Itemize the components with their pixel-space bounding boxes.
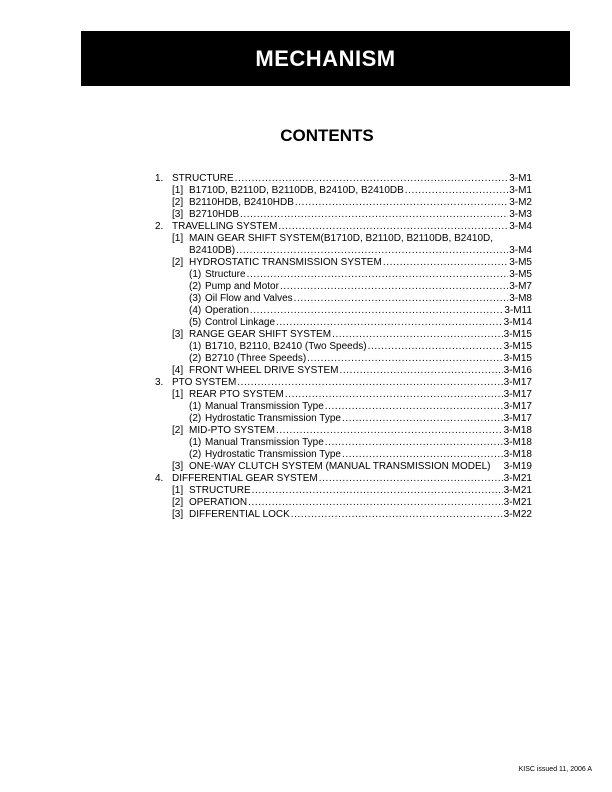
toc-entry-title: Manual Transmission Type (205, 401, 324, 412)
toc-entry[interactable] (155, 221, 532, 233)
toc-entry[interactable] (155, 449, 532, 461)
toc-entry-title: Manual Transmission Type (205, 437, 324, 448)
toc-entry-number: 3. (155, 377, 164, 388)
toc-entry-page: 3-M8 (509, 293, 532, 304)
toc-entry-title: MAIN GEAR SHIFT SYSTEM(B1710D, B2110D, B2110DB, B2410D, (189, 233, 494, 244)
toc-entry-title: B2710 (Three Speeds) (205, 353, 307, 364)
toc-entry[interactable] (155, 209, 532, 221)
toc-leader-dots (248, 497, 502, 509)
toc-entry-page: 3-M7 (509, 281, 532, 292)
toc-entry[interactable] (155, 245, 532, 257)
toc-entry-title: B2110HDB, B2410HDB (189, 197, 294, 208)
toc-entry-title: TRAVELLING SYSTEM (172, 221, 278, 232)
toc-entry[interactable] (155, 197, 532, 209)
toc-entry[interactable] (155, 509, 532, 521)
toc-leader-dots (368, 341, 503, 353)
toc-entry-number: [3] (172, 461, 184, 472)
toc-entry-page: 3-M14 (503, 317, 532, 328)
toc-entry-title: STRUCTURE (172, 173, 234, 184)
toc-entry-number: [1] (172, 485, 184, 496)
toc-entry-number: [2] (172, 425, 184, 436)
toc-leader-dots (235, 173, 509, 185)
toc-entry-number: [1] (172, 233, 184, 244)
toc-leader-dots (339, 365, 502, 377)
toc-entry-page: 3-M3 (509, 209, 532, 220)
toc-entry-title: HYDROSTATIC TRANSMISSION SYSTEM (189, 257, 382, 268)
toc-entry-page: 3-M22 (503, 509, 532, 520)
toc-entry-title: RANGE GEAR SHIFT SYSTEM (189, 329, 332, 340)
header-banner (81, 31, 570, 86)
toc-leader-dots (319, 473, 503, 485)
toc-entry-number: 1. (155, 173, 164, 184)
toc-entry-title: PTO SYSTEM (172, 377, 237, 388)
toc-entry-number: (2) (189, 281, 202, 292)
toc-entry-page: 3-M15 (503, 341, 532, 352)
toc-leader-dots (252, 485, 503, 497)
toc-entry-number: [3] (172, 209, 184, 220)
toc-entry-page: 3-M4 (509, 221, 532, 232)
toc-entry[interactable] (155, 497, 532, 509)
toc-entry-page: 3-M19 (503, 461, 532, 472)
toc-entry-title: OPERATION (189, 497, 248, 508)
toc-entry[interactable] (155, 485, 532, 497)
toc-entry-number: [1] (172, 389, 184, 400)
toc-entry[interactable] (155, 425, 532, 437)
toc-entry-number: (3) (189, 293, 202, 304)
toc-entry-page: 3-M1 (509, 185, 532, 196)
toc-entry-title: Operation (205, 305, 249, 316)
toc-entry-number: [2] (172, 257, 184, 268)
toc-leader-dots (332, 329, 503, 341)
toc-entry[interactable] (155, 353, 532, 365)
toc-entry[interactable] (155, 473, 532, 485)
toc-leader-dots (295, 197, 508, 209)
toc-entry-page: 3-M5 (509, 269, 532, 280)
toc-entry-number: [2] (172, 497, 184, 508)
toc-entry-number: (1) (189, 401, 202, 412)
toc-leader-dots (250, 305, 503, 317)
toc-leader-dots (342, 413, 503, 425)
toc-leader-dots (291, 509, 503, 521)
table-of-contents (155, 173, 532, 521)
toc-entry[interactable] (155, 437, 532, 449)
toc-entry-number: (1) (189, 269, 202, 280)
toc-entry-page: 3-M15 (503, 329, 532, 340)
toc-entry-title: Hydrostatic Transmission Type (205, 413, 341, 424)
toc-entry[interactable] (155, 269, 532, 281)
toc-entry-title: B1710, B2110, B2410 (Two Speeds) (205, 341, 367, 352)
toc-entry-page: 3-M1 (509, 173, 532, 184)
toc-entry-number: (2) (189, 413, 202, 424)
toc-entry-number: (2) (189, 449, 202, 460)
toc-entry-page: 3-M2 (509, 197, 532, 208)
toc-leader-dots (278, 221, 508, 233)
toc-entry-page: 3-M18 (503, 437, 532, 448)
toc-leader-dots (237, 377, 502, 389)
toc-entry-title: Oil Flow and Valves (205, 293, 293, 304)
toc-entry-title: ONE-WAY CLUTCH SYSTEM (MANUAL TRANSMISSION MODEL) (189, 461, 491, 472)
toc-entry-page: 3-M17 (503, 401, 532, 412)
toc-leader-dots (294, 293, 509, 305)
toc-entry[interactable] (155, 293, 532, 305)
toc-entry-page: 3-M18 (503, 449, 532, 460)
toc-entry[interactable] (155, 389, 532, 401)
toc-entry-page: 3-M21 (503, 485, 532, 496)
toc-entry-title: DIFFERENTIAL LOCK (189, 509, 290, 520)
toc-entry-page: 3-M15 (503, 353, 532, 364)
toc-entry[interactable] (155, 329, 532, 341)
toc-entry[interactable] (155, 173, 532, 185)
toc-entry-number: (1) (189, 437, 202, 448)
toc-entry-title: B2410DB) (189, 245, 236, 256)
toc-entry[interactable] (155, 377, 532, 389)
toc-entry-page: 3-M21 (503, 497, 532, 508)
toc-entry[interactable] (155, 317, 532, 329)
toc-entry-title: FRONT WHEEL DRIVE SYSTEM (189, 365, 339, 376)
toc-entry-title: B2710HDB (189, 209, 240, 220)
toc-entry-page: 3-M11 (504, 305, 532, 316)
toc-entry-number: 4. (155, 473, 164, 484)
toc-leader-dots (285, 389, 503, 401)
contents-heading: CONTENTS (280, 126, 374, 145)
toc-entry-number: (1) (189, 341, 202, 352)
toc-entry-title: Structure (205, 269, 246, 280)
toc-leader-dots (247, 269, 509, 281)
toc-entry-title: REAR PTO SYSTEM (189, 389, 284, 400)
toc-entry[interactable] (155, 401, 532, 413)
toc-entry-number: [1] (172, 185, 184, 196)
toc-entry-page: 3-M21 (503, 473, 532, 484)
toc-entry-title: B1710D, B2110D, B2110DB, B2410D, B2410DB (189, 185, 404, 196)
toc-entry-page: 3-M17 (503, 413, 532, 424)
toc-entry-page: 3-M17 (503, 389, 532, 400)
toc-entry-title: DIFFERENTIAL GEAR SYSTEM (172, 473, 318, 484)
toc-leader-dots (325, 437, 503, 449)
toc-entry[interactable] (155, 461, 532, 473)
toc-leader-dots (405, 185, 508, 197)
toc-leader-dots (342, 449, 503, 461)
toc-entry-number: (5) (189, 317, 202, 328)
toc-entry-number: 2. (155, 221, 164, 232)
toc-entry-page: 3-M4 (509, 245, 532, 256)
toc-entry[interactable] (155, 305, 532, 317)
toc-entry-number: (4) (189, 305, 202, 316)
toc-entry-title: STRUCTURE (189, 485, 251, 496)
toc-leader-dots (236, 245, 508, 257)
toc-leader-dots (240, 209, 508, 221)
toc-entry[interactable] (155, 341, 532, 353)
toc-entry-page: 3-M17 (503, 377, 532, 388)
toc-entry[interactable] (155, 365, 532, 377)
toc-entry-title: Pump and Motor (205, 281, 279, 292)
toc-leader-dots (280, 281, 508, 293)
toc-entry-number: [3] (172, 329, 184, 340)
toc-entry[interactable] (155, 257, 532, 269)
toc-leader-dots (383, 257, 508, 269)
toc-entry[interactable] (155, 233, 532, 245)
toc-entry-title: Hydrostatic Transmission Type (205, 449, 341, 460)
section-title: MECHANISM (255, 45, 396, 71)
toc-entry-page: 3-M5 (509, 257, 532, 268)
toc-leader-dots (325, 401, 503, 413)
toc-leader-dots (307, 353, 502, 365)
toc-entry-number: [3] (172, 509, 184, 520)
toc-leader-dots (276, 425, 503, 437)
toc-entry-page: 3-M18 (503, 425, 532, 436)
footer-issue-note: KISC issued 11, 2006 A (518, 766, 592, 773)
toc-entry[interactable] (155, 413, 532, 425)
toc-entry[interactable] (155, 281, 532, 293)
toc-entry-title: Control Linkage (205, 317, 276, 328)
toc-leader-dots (276, 317, 503, 329)
toc-entry-number: [4] (172, 365, 184, 376)
toc-entry-title: MID-PTO SYSTEM (189, 425, 275, 436)
toc-entry-number: (2) (189, 353, 202, 364)
toc-entry-page: 3-M16 (503, 365, 532, 376)
toc-entry[interactable] (155, 185, 532, 197)
toc-entry-number: [2] (172, 197, 184, 208)
